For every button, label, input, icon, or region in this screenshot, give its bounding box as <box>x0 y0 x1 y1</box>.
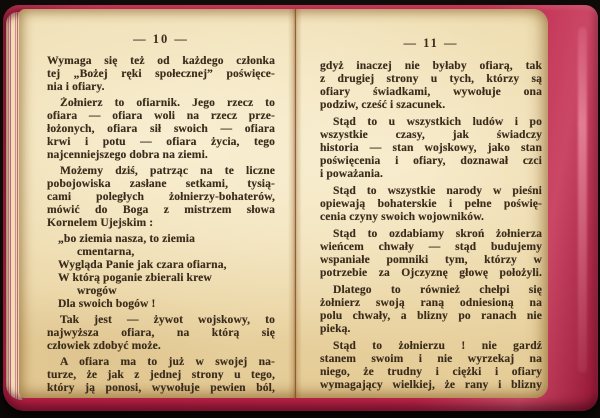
left-page-text <box>47 55 275 395</box>
text-line: Stąd to żołnierzu ! nie gardź <box>333 340 542 352</box>
text-line: wspaniałe pomniki tym, którzy w <box>320 254 542 266</box>
text-line: tej „Bożej ręki społecznej” poświęce- <box>47 68 275 80</box>
text-line: Tak jest — żywot wojskowy, to <box>60 314 275 326</box>
left-page <box>47 9 275 398</box>
text-line: Możemy dziś, patrząc na te liczne <box>60 165 275 177</box>
text-line: polu chwały, a blizny po ranach nie <box>320 310 542 322</box>
text-line: najcenniejszego dobra na ziemi. <box>47 149 208 161</box>
right-page-text <box>320 60 542 392</box>
text-line: opiewają bohaterskie i pełne poświę- <box>320 198 542 210</box>
text-line: cami poległych żołnierzy-bohaterów, <box>47 191 275 203</box>
text-line: który ją ponosi, wywołuje pewien ból, <box>47 382 275 394</box>
text-line: cmentarna, <box>77 246 135 258</box>
text-line: żołnierz swoją raną odniesioną na <box>320 297 542 309</box>
text-line: stanem swoim i nie wyrzekaj na <box>320 353 542 365</box>
text-line: człowiek zdobyć może. <box>47 340 161 352</box>
text-line: W którą poganie zbierali krew <box>58 272 212 284</box>
text-line: z drugiej strony u tych, którzy są <box>320 73 542 85</box>
text-line: ofiary świadkami, wywołuje ona <box>320 86 542 98</box>
text-line: poświęcenia i ofiary, doznawał czci <box>320 155 542 167</box>
text-line: Stąd to u wszystkich ludów i po <box>333 116 542 128</box>
text-line: łożonych, ofiara sił swoich — ofiara <box>47 123 275 135</box>
text-line: wymagający wielkiej, że rany i blizny <box>320 379 542 391</box>
text-line: Dla swoich bogów ! <box>58 298 156 310</box>
text-line: potrzebie za Ojczyznę głowę położyli. <box>320 267 542 279</box>
book-gutter <box>288 9 302 398</box>
text-line: Kornelem Ujejskim : <box>47 217 154 229</box>
text-line: najwyższa ofiara, na którą się <box>47 327 275 339</box>
text-line: wszystkie czasy, jak świadczy <box>320 129 542 141</box>
text-line: podziw, cześć i szacunek. <box>320 99 446 111</box>
text-line: „bo ziemia nasza, to ziemia <box>58 233 195 245</box>
text-line: Dlatego to również chełpi się <box>333 284 542 296</box>
text-line: i poważania. <box>320 168 384 180</box>
text-line: mówić do Boga z mistrzem słowa <box>47 204 275 216</box>
cover-highlight <box>578 27 587 373</box>
text-line: wieńcem chwały — stąd budujemy <box>320 241 542 253</box>
text-line: Żołnierz to ofiarnik. Jego rzecz to <box>60 97 275 109</box>
text-line: A ofiara ma to już w swojej na- <box>60 356 275 368</box>
right-page <box>320 9 542 398</box>
text-line: pieką. <box>320 323 351 335</box>
text-line: turze, że jak z jednej strony u tego, <box>47 369 275 381</box>
book-cover <box>3 5 598 411</box>
text-line: pobojowiska zasłane setkami, tysią- <box>47 178 275 190</box>
text-line: Wygląda Panie jak czara ofiarna, <box>58 259 227 271</box>
page-number-left: — 10 — <box>133 32 189 46</box>
text-line: gdyż inaczej nie byłaby ofiarą, tak <box>320 60 542 72</box>
text-line: cenia czyny swoich wojowników. <box>320 211 485 223</box>
text-line: Stąd to ozdabiamy skroń żołnierza <box>333 228 542 240</box>
text-line: niego, że trudny i ciężki i ofiary <box>320 366 542 378</box>
page-number-right: — 11 — <box>403 36 459 50</box>
text-line: Stąd to wszystkie narody w pieśni <box>333 185 542 197</box>
text-line: wrogów <box>77 285 117 297</box>
text-line: ofiara — ofiara woli na rzecz prze- <box>47 110 275 122</box>
text-line: historia — stan wojskowy, jako stan <box>320 142 542 154</box>
text-line: nia i ofiary. <box>47 81 105 93</box>
open-pages <box>19 9 548 398</box>
text-line: krwi i potu — ofiara życia, tego <box>47 136 275 148</box>
text-line: Wymaga się też od każdego członka <box>47 55 275 67</box>
